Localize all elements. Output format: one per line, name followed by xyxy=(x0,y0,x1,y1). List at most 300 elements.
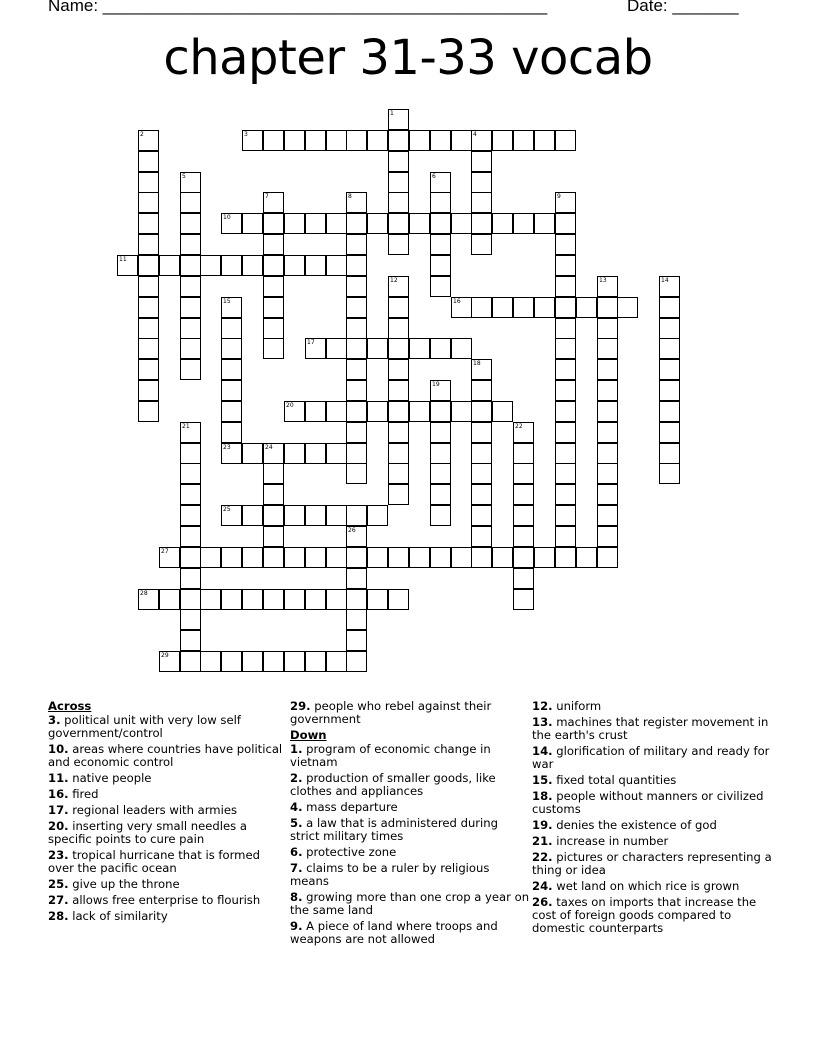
crossword-cell[interactable] xyxy=(388,589,409,610)
crossword-cell[interactable] xyxy=(221,255,242,276)
crossword-cell[interactable] xyxy=(597,359,618,380)
clue-text: tropical hurricane that is formed over the pacific ocean xyxy=(48,848,260,875)
crossword-cell[interactable] xyxy=(388,338,409,359)
crossword-cell[interactable] xyxy=(346,297,367,318)
crossword-cell[interactable] xyxy=(263,589,284,610)
crossword-cell[interactable] xyxy=(305,443,326,464)
crossword-cell[interactable] xyxy=(555,401,576,422)
crossword-cell[interactable] xyxy=(284,589,305,610)
crossword-cell[interactable] xyxy=(305,401,326,422)
crossword-cell[interactable] xyxy=(659,276,680,297)
crossword-cell[interactable] xyxy=(263,130,284,151)
crossword-cell[interactable] xyxy=(576,547,597,568)
crossword-cell[interactable] xyxy=(242,255,263,276)
crossword-cell[interactable] xyxy=(284,651,305,672)
crossword-cell[interactable] xyxy=(305,651,326,672)
crossword-cell[interactable] xyxy=(597,505,618,526)
crossword-cell[interactable] xyxy=(221,505,242,526)
crossword-cell[interactable] xyxy=(597,401,618,422)
crossword-cell[interactable] xyxy=(346,234,367,255)
crossword-cell[interactable] xyxy=(471,297,492,318)
crossword-cell[interactable] xyxy=(513,526,534,547)
down-clue xyxy=(532,716,772,742)
clue-text: regional leaders with armies xyxy=(68,803,237,817)
crossword-cell[interactable] xyxy=(659,297,680,318)
crossword-cell[interactable] xyxy=(180,255,201,276)
crossword-cell[interactable] xyxy=(346,255,367,276)
crossword-cell[interactable] xyxy=(388,443,409,464)
crossword-cell[interactable] xyxy=(180,651,201,672)
crossword-cell[interactable] xyxy=(430,255,451,276)
crossword-cell[interactable] xyxy=(471,401,492,422)
crossword-cell[interactable] xyxy=(367,589,388,610)
crossword-cell[interactable] xyxy=(659,463,680,484)
crossword-cell[interactable] xyxy=(221,318,242,339)
crossword-cell[interactable] xyxy=(367,505,388,526)
crossword-cell[interactable] xyxy=(430,338,451,359)
crossword-cell[interactable] xyxy=(284,130,305,151)
crossword-cell[interactable] xyxy=(555,192,576,213)
crossword-cell[interactable] xyxy=(326,589,347,610)
clue-number-label: 19. xyxy=(532,818,553,832)
crossword-cell[interactable] xyxy=(471,130,492,151)
crossword-cell[interactable] xyxy=(659,401,680,422)
crossword-cell[interactable] xyxy=(180,234,201,255)
crossword-cell[interactable] xyxy=(659,338,680,359)
crossword-cell[interactable] xyxy=(263,443,284,464)
crossword-cell[interactable] xyxy=(326,505,347,526)
crossword-cell[interactable] xyxy=(346,568,367,589)
crossword-cell[interactable] xyxy=(346,318,367,339)
crossword-cell[interactable] xyxy=(200,255,221,276)
crossword-cell[interactable] xyxy=(513,422,534,443)
crossword-cell[interactable] xyxy=(346,192,367,213)
crossword-cell[interactable] xyxy=(138,130,159,151)
crossword-cell[interactable] xyxy=(221,380,242,401)
crossword-cell[interactable] xyxy=(388,151,409,172)
crossword-cell[interactable] xyxy=(451,547,472,568)
crossword-cell[interactable] xyxy=(138,234,159,255)
crossword-cell[interactable] xyxy=(555,213,576,234)
crossword-cell[interactable] xyxy=(180,484,201,505)
crossword-cell[interactable] xyxy=(451,338,472,359)
crossword-cell[interactable] xyxy=(555,484,576,505)
crossword-cell[interactable] xyxy=(221,443,242,464)
crossword-cell[interactable] xyxy=(242,589,263,610)
crossword-cell[interactable] xyxy=(180,463,201,484)
crossword-cell[interactable] xyxy=(284,443,305,464)
clue-number-label: 7. xyxy=(290,861,303,875)
crossword-cell[interactable] xyxy=(430,192,451,213)
crossword-cell[interactable] xyxy=(430,234,451,255)
crossword-cell[interactable] xyxy=(326,255,347,276)
crossword-cell[interactable] xyxy=(471,422,492,443)
crossword-cell[interactable] xyxy=(263,547,284,568)
crossword-cell[interactable] xyxy=(388,172,409,193)
clue-text: denies the existence of god xyxy=(552,818,717,832)
crossword-cell[interactable] xyxy=(367,213,388,234)
crossword-cell[interactable] xyxy=(346,380,367,401)
crossword-cell[interactable] xyxy=(284,213,305,234)
crossword-cell[interactable] xyxy=(388,463,409,484)
crossword-cell[interactable] xyxy=(138,255,159,276)
crossword-cell[interactable] xyxy=(117,255,138,276)
crossword-cell[interactable] xyxy=(326,651,347,672)
crossword-cell[interactable] xyxy=(471,463,492,484)
clue-text: protective zone xyxy=(302,845,397,859)
crossword-cell[interactable] xyxy=(597,484,618,505)
crossword-cell[interactable] xyxy=(659,443,680,464)
across-clue xyxy=(48,820,288,846)
crossword-cell[interactable] xyxy=(659,380,680,401)
crossword-cell[interactable] xyxy=(326,130,347,151)
crossword-cell[interactable] xyxy=(138,172,159,193)
crossword-cell[interactable] xyxy=(388,359,409,380)
crossword-cell[interactable] xyxy=(221,589,242,610)
crossword-cell[interactable] xyxy=(180,568,201,589)
crossword-cell[interactable] xyxy=(159,651,180,672)
clue-text: fixed total quantities xyxy=(552,773,677,787)
crossword-cell[interactable] xyxy=(451,297,472,318)
crossword-cell[interactable] xyxy=(513,443,534,464)
across-clue xyxy=(48,743,288,769)
crossword-cell[interactable] xyxy=(346,463,367,484)
crossword-cell[interactable] xyxy=(138,297,159,318)
crossword-cell[interactable] xyxy=(263,213,284,234)
crossword-cell[interactable] xyxy=(263,505,284,526)
crossword-cell[interactable] xyxy=(513,589,534,610)
crossword-cell[interactable] xyxy=(138,151,159,172)
crossword-cell[interactable] xyxy=(430,547,451,568)
crossword-cell[interactable] xyxy=(346,589,367,610)
crossword-cell[interactable] xyxy=(576,297,597,318)
crossword-cell[interactable] xyxy=(430,422,451,443)
crossword-cell[interactable] xyxy=(221,401,242,422)
crossword-cell[interactable] xyxy=(513,130,534,151)
crossword-cell[interactable] xyxy=(180,526,201,547)
crossword-cell[interactable] xyxy=(346,609,367,630)
crossword-cell[interactable] xyxy=(346,213,367,234)
crossword-cell[interactable] xyxy=(388,422,409,443)
crossword-cell[interactable] xyxy=(326,401,347,422)
crossword-cell[interactable] xyxy=(305,547,326,568)
crossword-cell[interactable] xyxy=(263,484,284,505)
crossword-cell[interactable] xyxy=(305,213,326,234)
crossword-cell[interactable] xyxy=(513,463,534,484)
crossword-cell[interactable] xyxy=(180,297,201,318)
crossword-cell[interactable] xyxy=(555,422,576,443)
crossword-cell[interactable] xyxy=(471,526,492,547)
crossword-cell[interactable] xyxy=(346,401,367,422)
crossword-cell[interactable] xyxy=(555,547,576,568)
crossword-cell[interactable] xyxy=(471,484,492,505)
crossword-cell[interactable] xyxy=(263,192,284,213)
crossword-cell[interactable] xyxy=(242,505,263,526)
crossword-cell[interactable] xyxy=(180,630,201,651)
crossword-cell[interactable] xyxy=(263,234,284,255)
crossword-cell[interactable] xyxy=(430,380,451,401)
crossword-cell[interactable] xyxy=(451,401,472,422)
crossword-cell[interactable] xyxy=(221,338,242,359)
crossword-cell[interactable] xyxy=(471,359,492,380)
crossword-cell[interactable] xyxy=(221,547,242,568)
crossword-cell[interactable] xyxy=(346,505,367,526)
crossword-cell[interactable] xyxy=(492,401,513,422)
crossword-cell[interactable] xyxy=(242,651,263,672)
crossword-cell[interactable] xyxy=(430,401,451,422)
crossword-cell[interactable] xyxy=(617,297,638,318)
crossword-cell[interactable] xyxy=(597,276,618,297)
crossword-cell[interactable] xyxy=(180,589,201,610)
crossword-cell[interactable] xyxy=(263,276,284,297)
crossword-cell[interactable] xyxy=(555,338,576,359)
across-clue xyxy=(48,878,288,891)
crossword-cell[interactable] xyxy=(471,380,492,401)
crossword-cell[interactable] xyxy=(221,359,242,380)
crossword-cell[interactable] xyxy=(388,318,409,339)
crossword-cell[interactable] xyxy=(138,401,159,422)
crossword-cell[interactable] xyxy=(659,359,680,380)
crossword-cell[interactable] xyxy=(263,255,284,276)
crossword-cell[interactable] xyxy=(597,526,618,547)
crossword-cell[interactable] xyxy=(138,380,159,401)
crossword-cell[interactable] xyxy=(555,234,576,255)
crossword-cell[interactable] xyxy=(242,547,263,568)
crossword-cell[interactable] xyxy=(242,443,263,464)
crossword-cell[interactable] xyxy=(367,338,388,359)
crossword-cell[interactable] xyxy=(471,547,492,568)
crossword-cell[interactable] xyxy=(346,526,367,547)
down-clue xyxy=(532,819,772,832)
crossword-cell[interactable] xyxy=(138,318,159,339)
crossword-cell[interactable] xyxy=(263,526,284,547)
crossword-cell[interactable] xyxy=(471,234,492,255)
crossword-cell[interactable] xyxy=(430,276,451,297)
clue-number-label: 28. xyxy=(48,909,69,923)
crossword-cell[interactable] xyxy=(242,130,263,151)
crossword-cell[interactable] xyxy=(200,589,221,610)
crossword-cell[interactable] xyxy=(451,130,472,151)
crossword-cell[interactable] xyxy=(346,630,367,651)
crossword-cell[interactable] xyxy=(284,401,305,422)
crossword-cell[interactable] xyxy=(159,255,180,276)
crossword-cell[interactable] xyxy=(388,401,409,422)
crossword-cell[interactable] xyxy=(388,380,409,401)
crossword-cell[interactable] xyxy=(471,213,492,234)
crossword-cell[interactable] xyxy=(534,547,555,568)
crossword-cell[interactable] xyxy=(597,380,618,401)
crossword-cell[interactable] xyxy=(513,547,534,568)
crossword-cell[interactable] xyxy=(200,547,221,568)
crossword-cell[interactable] xyxy=(492,547,513,568)
clue-number-label: 3. xyxy=(48,713,61,727)
crossword-cell[interactable] xyxy=(263,651,284,672)
crossword-cell[interactable] xyxy=(430,172,451,193)
crossword-cell[interactable] xyxy=(471,192,492,213)
crossword-cell[interactable] xyxy=(346,130,367,151)
crossword-cell[interactable] xyxy=(346,422,367,443)
crossword-cell[interactable] xyxy=(180,422,201,443)
crossword-cell[interactable] xyxy=(346,359,367,380)
crossword-cell[interactable] xyxy=(180,318,201,339)
crossword-cell[interactable] xyxy=(326,443,347,464)
across-heading: Across xyxy=(48,699,92,713)
crossword-cell[interactable] xyxy=(555,318,576,339)
crossword-cell[interactable] xyxy=(430,484,451,505)
crossword-cell[interactable] xyxy=(492,130,513,151)
crossword-cell[interactable] xyxy=(430,213,451,234)
crossword-cell[interactable] xyxy=(138,359,159,380)
crossword-cell[interactable] xyxy=(180,609,201,630)
crossword-cell[interactable] xyxy=(534,297,555,318)
down-heading: Down xyxy=(290,728,327,742)
crossword-cell[interactable] xyxy=(388,276,409,297)
crossword-cell[interactable] xyxy=(138,192,159,213)
crossword-cell[interactable] xyxy=(159,589,180,610)
crossword-cell[interactable] xyxy=(555,255,576,276)
crossword-cell[interactable] xyxy=(180,505,201,526)
crossword-cell[interactable] xyxy=(409,130,430,151)
crossword-cell[interactable] xyxy=(221,422,242,443)
crossword-cell[interactable] xyxy=(326,213,347,234)
across-clue xyxy=(48,804,288,817)
crossword-cell[interactable] xyxy=(305,255,326,276)
crossword-cell[interactable] xyxy=(430,505,451,526)
crossword-cell[interactable] xyxy=(492,213,513,234)
crossword-cell[interactable] xyxy=(388,192,409,213)
crossword-cell[interactable] xyxy=(263,318,284,339)
crossword-cell[interactable] xyxy=(555,276,576,297)
down-clue xyxy=(290,801,530,814)
crossword-cell[interactable] xyxy=(305,505,326,526)
crossword-cell[interactable] xyxy=(138,276,159,297)
crossword-cell[interactable] xyxy=(200,651,221,672)
crossword-cell[interactable] xyxy=(242,213,263,234)
crossword-cell[interactable] xyxy=(409,213,430,234)
crossword-cell[interactable] xyxy=(388,213,409,234)
clue-number-label: 5. xyxy=(290,816,303,830)
crossword-cell[interactable] xyxy=(659,422,680,443)
crossword-cell[interactable] xyxy=(555,380,576,401)
clue-text: increase in number xyxy=(552,834,669,848)
crossword-cell[interactable] xyxy=(305,130,326,151)
crossword-cell[interactable] xyxy=(263,297,284,318)
crossword-cell[interactable] xyxy=(159,547,180,568)
crossword-cell[interactable] xyxy=(555,130,576,151)
crossword-cell[interactable] xyxy=(597,443,618,464)
crossword-cell[interactable] xyxy=(471,151,492,172)
crossword-cell[interactable] xyxy=(513,568,534,589)
crossword-cell[interactable] xyxy=(138,338,159,359)
crossword-cell[interactable] xyxy=(221,651,242,672)
crossword-cell[interactable] xyxy=(263,463,284,484)
crossword-cell[interactable] xyxy=(513,484,534,505)
crossword-cell[interactable] xyxy=(451,213,472,234)
crossword-cell[interactable] xyxy=(180,276,201,297)
crossword-cell[interactable] xyxy=(180,338,201,359)
crossword-cell[interactable] xyxy=(284,255,305,276)
crossword-cell[interactable] xyxy=(284,505,305,526)
crossword-cell[interactable] xyxy=(597,547,618,568)
crossword-cell[interactable] xyxy=(305,589,326,610)
crossword-cell[interactable] xyxy=(388,109,409,130)
crossword-cell[interactable] xyxy=(388,297,409,318)
crossword-cell[interactable] xyxy=(555,505,576,526)
crossword-cell[interactable] xyxy=(284,547,305,568)
clue-number: 5 xyxy=(182,173,186,180)
clues-column-2 xyxy=(290,700,530,949)
crossword-cell[interactable] xyxy=(180,443,201,464)
across-clue xyxy=(48,788,288,801)
crossword-cell[interactable] xyxy=(180,172,201,193)
crossword-cell[interactable] xyxy=(388,234,409,255)
crossword-cell[interactable] xyxy=(409,401,430,422)
crossword-cell[interactable] xyxy=(471,505,492,526)
crossword-cell[interactable] xyxy=(346,651,367,672)
crossword-cell[interactable] xyxy=(221,297,242,318)
crossword-cell[interactable] xyxy=(138,589,159,610)
crossword-cell[interactable] xyxy=(346,443,367,464)
crossword-cell[interactable] xyxy=(388,547,409,568)
crossword-cell[interactable] xyxy=(534,130,555,151)
crossword-cell[interactable] xyxy=(263,338,284,359)
crossword-cell[interactable] xyxy=(326,547,347,568)
crossword-cell[interactable] xyxy=(388,130,409,151)
crossword-cell[interactable] xyxy=(346,276,367,297)
crossword-cell[interactable] xyxy=(346,547,367,568)
crossword-cell[interactable] xyxy=(430,443,451,464)
crossword-cell[interactable] xyxy=(305,338,326,359)
crossword-cell[interactable] xyxy=(555,359,576,380)
crossword-cell[interactable] xyxy=(513,505,534,526)
crossword-cell[interactable] xyxy=(367,401,388,422)
crossword-cell[interactable] xyxy=(409,547,430,568)
crossword-cell[interactable] xyxy=(597,422,618,443)
crossword-cell[interactable] xyxy=(555,297,576,318)
crossword-cell[interactable] xyxy=(555,526,576,547)
crossword-cell[interactable] xyxy=(555,463,576,484)
crossword-cell[interactable] xyxy=(513,213,534,234)
crossword-cell[interactable] xyxy=(492,297,513,318)
crossword-cell[interactable] xyxy=(471,443,492,464)
crossword-cell[interactable] xyxy=(138,213,159,234)
crossword-cell[interactable] xyxy=(471,172,492,193)
crossword-cell[interactable] xyxy=(430,130,451,151)
crossword-cell[interactable] xyxy=(597,463,618,484)
crossword-cell[interactable] xyxy=(180,359,201,380)
crossword-cell[interactable] xyxy=(388,484,409,505)
crossword-cell[interactable] xyxy=(180,213,201,234)
crossword-cell[interactable] xyxy=(597,318,618,339)
crossword-cell[interactable] xyxy=(513,297,534,318)
clue-number-label: 1. xyxy=(290,742,303,756)
crossword-cell[interactable] xyxy=(367,547,388,568)
crossword-cell[interactable] xyxy=(409,338,430,359)
crossword-cell[interactable] xyxy=(534,213,555,234)
crossword-cell[interactable] xyxy=(346,338,367,359)
crossword-cell[interactable] xyxy=(221,213,242,234)
crossword-cell[interactable] xyxy=(180,192,201,213)
clue-number: 4 xyxy=(473,131,477,138)
crossword-cell[interactable] xyxy=(597,338,618,359)
crossword-cell[interactable] xyxy=(326,338,347,359)
crossword-cell[interactable] xyxy=(659,318,680,339)
crossword-cell[interactable] xyxy=(367,130,388,151)
crossword-cell[interactable] xyxy=(597,297,618,318)
crossword-cell[interactable] xyxy=(180,547,201,568)
crossword-cell[interactable] xyxy=(555,443,576,464)
crossword-cell[interactable] xyxy=(430,463,451,484)
